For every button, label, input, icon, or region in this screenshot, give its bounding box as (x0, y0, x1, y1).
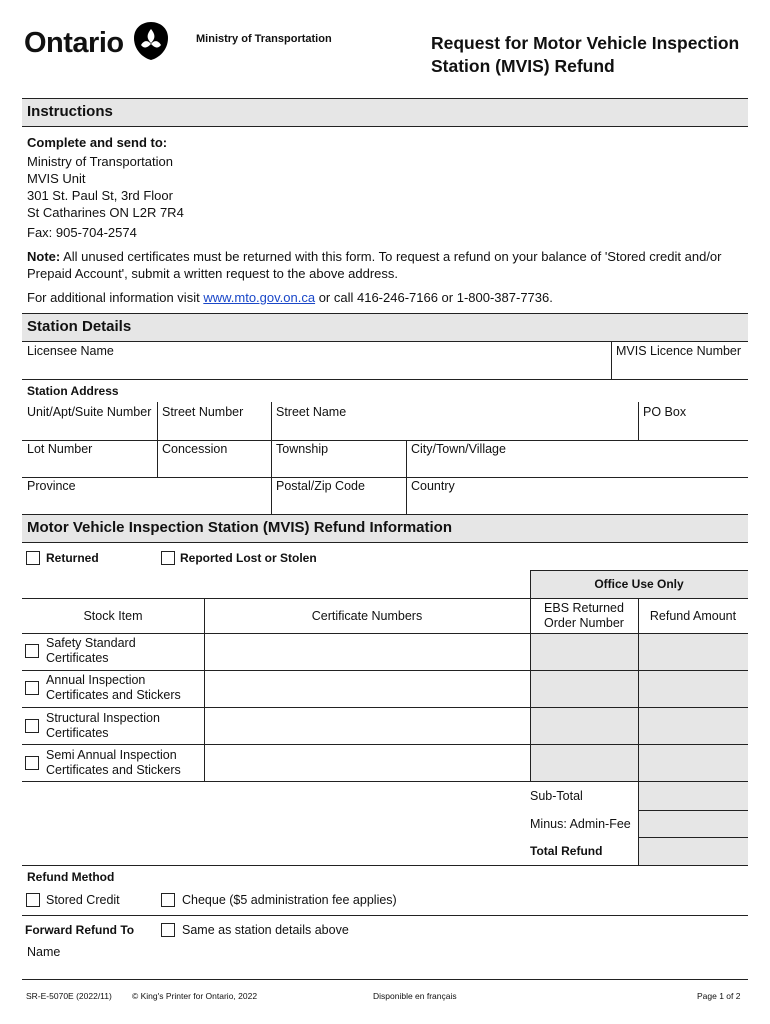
postal-code-field[interactable]: Postal/Zip Code (276, 479, 365, 493)
refund-info-header: Motor Vehicle Inspection Station (MVIS) Refund Information (22, 514, 748, 543)
safety-standard-checkbox[interactable] (25, 644, 39, 658)
lost-stolen-label: Reported Lost or Stolen (180, 551, 317, 565)
licence-number-field[interactable]: MVIS Licence Number (616, 344, 742, 358)
col-ebs-order: EBS Returned Order Number (544, 601, 624, 630)
po-box-field[interactable]: PO Box (643, 405, 687, 419)
lot-number-field[interactable]: Lot Number (27, 442, 93, 456)
col-certificate-numbers: Certificate Numbers (311, 609, 423, 623)
cheque-checkbox[interactable] (161, 893, 175, 907)
stock-item-label: Semi Annual Inspection Certificates and Stickers (46, 748, 181, 777)
street-number-field[interactable]: Street Number (162, 405, 244, 419)
station-address-heading: Station Address (27, 384, 119, 398)
station-details-header: Station Details (22, 313, 748, 342)
stored-credit-label: Stored Credit (46, 893, 120, 907)
send-to-label: Complete and send to: (27, 135, 168, 150)
ontario-logo-text: Ontario (24, 27, 124, 59)
returned-label: Returned (46, 551, 99, 565)
fax-number: Fax: 905-704-2574 (27, 225, 137, 240)
concession-field[interactable]: Concession (162, 442, 228, 456)
licensee-name-field[interactable]: Licensee Name (27, 344, 114, 358)
stock-item-label: Structural Inspection Certificates (46, 711, 160, 740)
name-field[interactable]: Name (27, 945, 61, 959)
trillium-logo-icon (132, 20, 170, 62)
french-version-note: Disponible en français (373, 991, 457, 1001)
street-name-field[interactable]: Street Name (276, 405, 347, 419)
stored-credit-checkbox[interactable] (26, 893, 40, 907)
semi-annual-inspection-checkbox[interactable] (25, 756, 39, 770)
city-field[interactable]: City/Town/Village (411, 442, 506, 456)
col-stock-item: Stock Item (83, 609, 143, 623)
note-text: Note: All unused certificates must be returned with this form. To request a refund on your balance of 'Stored credit and/or Prepaid Account', submit a written request to the above address. (27, 249, 722, 281)
unit-field[interactable]: Unit/Apt/Suite Number (27, 405, 152, 419)
mto-website-link[interactable]: www.mto.gov.on.ca (203, 290, 316, 305)
province-field[interactable]: Province (27, 479, 76, 493)
ministry-name: Ministry of Transportation (196, 33, 332, 45)
lost-stolen-checkbox[interactable] (161, 551, 175, 565)
instructions-header: Instructions (22, 98, 748, 127)
structural-inspection-checkbox[interactable] (25, 719, 39, 733)
returned-checkbox[interactable] (26, 551, 40, 565)
cheque-label: Cheque ($5 administration fee applies) (182, 893, 397, 907)
total-refund-label: Total Refund (530, 844, 603, 858)
stock-item-label: Safety Standard Certificates (46, 636, 136, 665)
additional-info: For additional information visit www.mto.gov.on.ca or call 416-246-7166 or 1-800-387-7736. (27, 290, 553, 305)
page-title: Request for Motor Vehicle Inspection Station (MVIS) Refund (431, 33, 740, 76)
forward-refund-heading: Forward Refund To (25, 923, 135, 937)
stock-item-label: Annual Inspection Certificates and Stickers (46, 673, 181, 702)
form-id: SR-E-5070E (2022/11) (26, 991, 112, 1001)
mailing-address: Ministry of Transportation MVIS Unit 301 St. Paul St, 3rd Floor St Catharines ON L2R 7R4 (27, 154, 184, 220)
page-number: Page 1 of 2 (697, 991, 741, 1001)
admin-fee-label: Minus: Admin-Fee (530, 817, 631, 831)
refund-method-heading: Refund Method (27, 870, 115, 884)
same-as-station-checkbox[interactable] (161, 923, 175, 937)
col-refund-amount: Refund Amount (649, 609, 737, 623)
subtotal-label: Sub-Total (530, 789, 583, 803)
annual-inspection-checkbox[interactable] (25, 681, 39, 695)
copyright: © King's Printer for Ontario, 2022 (132, 991, 258, 1001)
same-as-station-label: Same as station details above (182, 923, 349, 937)
township-field[interactable]: Township (276, 442, 329, 456)
office-use-heading: Office Use Only (594, 577, 684, 591)
country-field[interactable]: Country (411, 479, 455, 493)
